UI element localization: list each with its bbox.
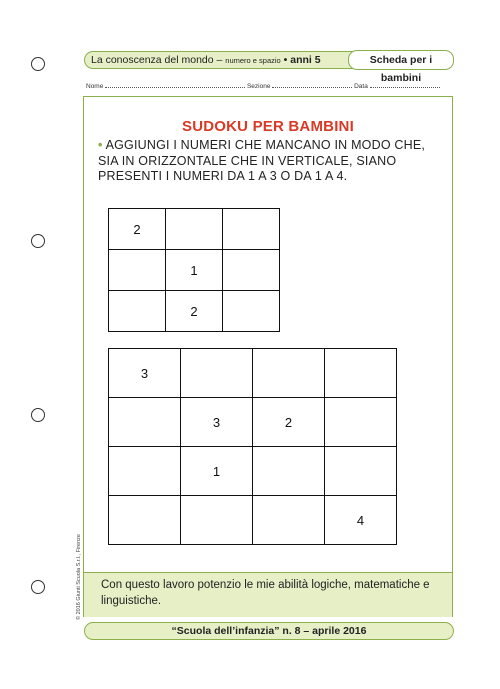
grid-cell[interactable]: [325, 447, 397, 496]
section-field[interactable]: [272, 81, 352, 88]
date-field[interactable]: [370, 81, 440, 88]
grid-cell[interactable]: [325, 398, 397, 447]
date-label: Data: [354, 83, 368, 90]
instruction-paragraph: [98, 138, 438, 185]
sudoku-4x4: [108, 348, 397, 545]
grid-cell[interactable]: 4: [325, 496, 397, 545]
name-field[interactable]: [105, 81, 245, 88]
grid-cell[interactable]: [109, 447, 181, 496]
grid-cell[interactable]: [109, 496, 181, 545]
section-label: Sezione: [246, 83, 271, 90]
sheet-badge: Scheda per i bambini: [348, 50, 454, 70]
header-bullet: •: [283, 54, 288, 66]
grid-cell[interactable]: 3: [181, 398, 253, 447]
header-bar: [84, 51, 454, 84]
form-line: [86, 81, 450, 90]
grid-cell[interactable]: [223, 291, 280, 332]
grid-row: [109, 291, 280, 332]
instruction-text: AGGIUNGI I NUMERI CHE MANCANO IN MODO CHE, SIA IN ORIZZONTALE CHE IN VERTICALE, SIANO PRESENTI I NUMERI DA 1 A 3 O DA 1 A 4.: [98, 138, 426, 183]
grid-row: [109, 398, 397, 447]
grid-cell[interactable]: [166, 209, 223, 250]
grid-cell[interactable]: [109, 250, 166, 291]
name-label: Nome: [86, 83, 104, 90]
grid-row: [109, 250, 280, 291]
header-subject: La conoscenza del mondo: [91, 54, 214, 66]
binder-hole: [31, 408, 45, 422]
grid-cell[interactable]: [181, 349, 253, 398]
binder-hole: [31, 580, 45, 594]
issue-bar: “Scuola dell’infanzia” n. 8 – aprile 2016: [84, 622, 454, 640]
grid-row: [109, 349, 397, 398]
grid-row: [109, 209, 280, 250]
grid-row: [109, 447, 397, 496]
grid-cell[interactable]: 1: [181, 447, 253, 496]
grid-cell[interactable]: [109, 398, 181, 447]
sudoku-3x3: [108, 208, 280, 332]
grid-cell[interactable]: [253, 447, 325, 496]
header-dash: –: [216, 54, 223, 66]
footer-text: Con questo lavoro potenzio le mie abilità logiche, matematiche e linguistiche.: [101, 579, 430, 607]
grid-cell[interactable]: [253, 496, 325, 545]
grid-cell[interactable]: 2: [166, 291, 223, 332]
page-title: SUDOKU PER BAMBINI: [182, 118, 354, 135]
grid-cell[interactable]: 2: [109, 209, 166, 250]
grid-cell[interactable]: 1: [166, 250, 223, 291]
binder-hole: [31, 234, 45, 248]
grid-cell[interactable]: [223, 209, 280, 250]
grid-cell[interactable]: 3: [109, 349, 181, 398]
grid-cell[interactable]: [253, 349, 325, 398]
grid-row: [109, 496, 397, 545]
copyright-text: © 2016 Giunti Scuola S.r.l., Firenze: [76, 534, 82, 620]
grid-cell[interactable]: [181, 496, 253, 545]
grid-cell[interactable]: [325, 349, 397, 398]
header-subject-line: [91, 53, 321, 68]
grid-cell[interactable]: [223, 250, 280, 291]
header-topic: numero e spazio: [225, 56, 281, 65]
grid-cell[interactable]: [109, 291, 166, 332]
instruction-bullet: •: [98, 138, 103, 152]
binder-hole: [31, 57, 45, 71]
grid-cell[interactable]: 2: [253, 398, 325, 447]
header-age: anni 5: [290, 54, 321, 66]
